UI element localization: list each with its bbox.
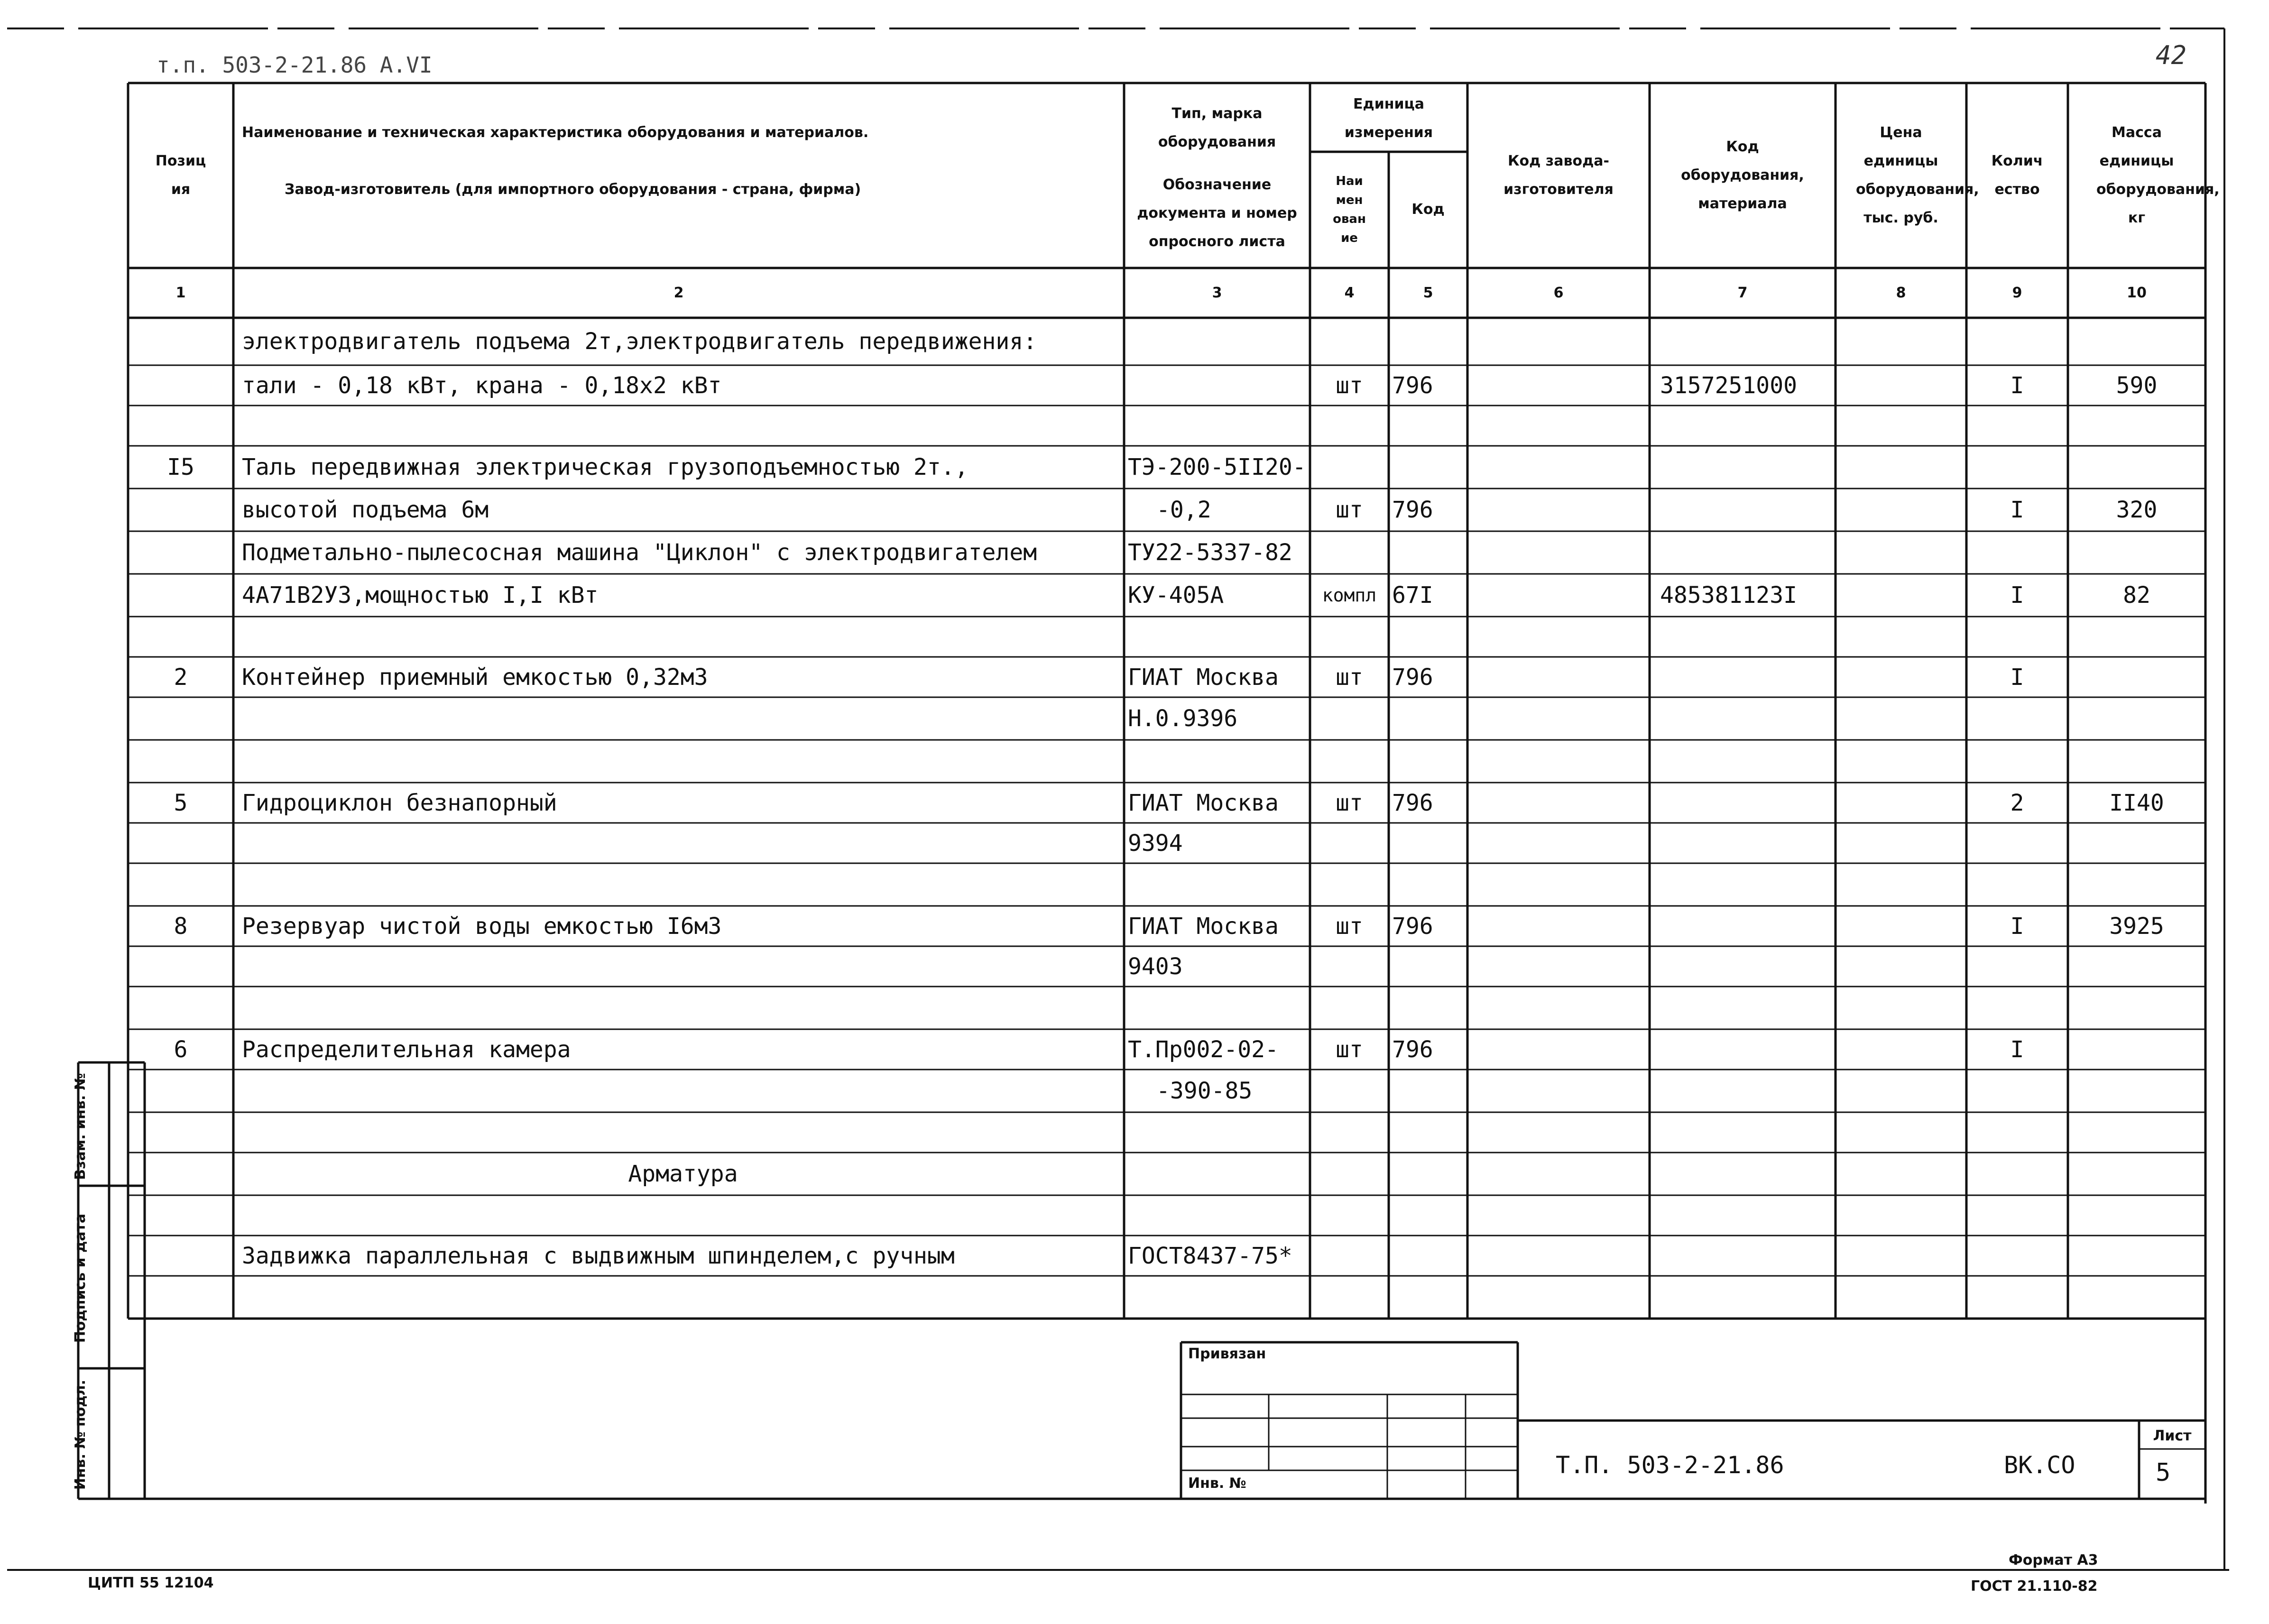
equipment-code-cell (1660, 987, 1835, 1029)
column-number-2: 2 (673, 284, 684, 301)
price-cell (1835, 987, 1966, 1029)
type-cell: Т.Пр002-02- (1128, 1036, 1279, 1063)
unit-cell: шт (1336, 1036, 1363, 1063)
unit-code-cell: 796 (1392, 1036, 1433, 1063)
factory-code-cell (1467, 1153, 1650, 1195)
price-cell (1835, 863, 1966, 906)
factory-code-cell (1467, 1112, 1650, 1153)
unit-code-cell (1392, 987, 1468, 1029)
quantity-cell (1966, 406, 2068, 446)
header-factory-code: Код завода-изготовителя (1503, 153, 1614, 198)
unit-cell: шт (1336, 497, 1363, 523)
mass-cell (2068, 987, 2205, 1029)
name-cell: Задвижка параллельная с выдвижным шпинделем,с ручным (242, 1242, 955, 1269)
equipment-code-cell (1660, 446, 1835, 489)
name-cell: Контейнер приемный емкостью 0,32м3 (242, 664, 708, 691)
type-cell (1128, 617, 1310, 657)
equipment-code-cell (1660, 1236, 1835, 1276)
price-cell (1835, 318, 1966, 365)
quantity-cell (1966, 1195, 2068, 1236)
type-cell (1128, 406, 1310, 446)
quantity-cell: I (2010, 1036, 2024, 1063)
name-cell (242, 1195, 1124, 1236)
price-cell (1835, 906, 1966, 946)
type-cell (1128, 365, 1310, 406)
price-cell (1835, 823, 1966, 863)
type-cell: ТУ22-5337-82 (1128, 539, 1292, 566)
quantity-cell: I (2010, 582, 2024, 609)
mass-cell (2068, 657, 2205, 697)
unit-cell (1310, 1236, 1389, 1276)
column-number-3: 3 (1212, 284, 1222, 301)
factory-code-cell (1467, 1070, 1650, 1112)
mass-cell (2068, 1236, 2205, 1276)
column-number-1: 1 (175, 284, 186, 301)
header-unit: Единица измерения (1344, 96, 1433, 141)
equipment-code-cell (1660, 863, 1835, 906)
unit-code-cell (1392, 863, 1468, 906)
type-cell: -390-85 (1156, 1078, 1253, 1104)
mass-cell: 320 (2116, 497, 2158, 523)
mass-cell: 3925 (2109, 913, 2164, 940)
equipment-code-cell (1660, 1070, 1835, 1112)
factory-code-cell (1467, 987, 1650, 1029)
header-quantity: Количество (1991, 153, 2043, 198)
equipment-code-cell: 485381123I (1660, 582, 1797, 609)
unit-cell: шт (1336, 789, 1363, 816)
factory-code-cell (1467, 406, 1650, 446)
column-number-10: 10 (2127, 284, 2147, 301)
equipment-code-cell (1660, 657, 1835, 697)
mass-cell (2068, 531, 2205, 574)
equipment-code-cell (1660, 318, 1835, 365)
factory-code-cell (1467, 574, 1650, 617)
factory-code-cell (1467, 318, 1650, 365)
name-cell: Таль передвижная электрическая грузоподъемностью 2т., (242, 454, 968, 480)
equipment-code-cell: 3157251000 (1660, 372, 1797, 399)
mass-cell (2068, 863, 2205, 906)
name-cell (242, 863, 1124, 906)
unit-cell: шт (1336, 372, 1363, 399)
name-cell: Резервуар чистой воды емкостью I6м3 (242, 913, 722, 940)
type-cell: ГОСТ8437-75* (1128, 1242, 1292, 1269)
position-cell (128, 823, 233, 863)
mass-cell (2068, 617, 2205, 657)
price-cell (1835, 1236, 1966, 1276)
side-label-replacement: Взам. инв. № (72, 1073, 89, 1180)
unit-cell (1310, 617, 1389, 657)
unit-cell: шт (1336, 913, 1363, 940)
quantity-cell (1966, 617, 2068, 657)
price-cell (1835, 1029, 1966, 1070)
stamp-privyazan: Привязан (1188, 1346, 1266, 1362)
type-cell: Н.0.9396 (1128, 705, 1238, 732)
position-cell (128, 946, 233, 987)
type-cell: ТЭ-200-5II20- (1128, 454, 1306, 480)
unit-code-cell (1392, 617, 1468, 657)
unit-code-cell (1392, 446, 1468, 489)
factory-code-cell (1467, 531, 1650, 574)
unit-code-cell (1392, 946, 1468, 987)
name-cell (242, 697, 1124, 740)
header-price: Цена единицы оборудования, тыс. руб. (1856, 124, 1979, 226)
factory-code-cell (1467, 617, 1650, 657)
price-cell (1835, 740, 1966, 783)
mass-cell (2068, 1112, 2205, 1153)
equipment-code-cell (1660, 1029, 1835, 1070)
name-cell (242, 1070, 1124, 1112)
position-cell: 2 (174, 664, 188, 691)
equipment-code-cell (1660, 531, 1835, 574)
factory-code-cell (1467, 446, 1650, 489)
price-cell (1835, 1153, 1966, 1195)
type-cell (1128, 863, 1310, 906)
position-cell (128, 574, 233, 617)
mass-cell (2068, 1029, 2205, 1070)
price-cell (1835, 783, 1966, 823)
unit-cell (1310, 740, 1389, 783)
unit-code-cell: 796 (1392, 789, 1433, 816)
price-cell (1835, 617, 1966, 657)
header-type: Тип, марка оборудования (1158, 105, 1276, 150)
stamp-sheet-number: 5 (2156, 1458, 2171, 1487)
name-cell: тали - 0,18 кВт, крана - 0,18х2 кВт (242, 372, 722, 399)
factory-code-cell (1467, 863, 1650, 906)
mass-cell (2068, 946, 2205, 987)
type-cell (1128, 1153, 1310, 1195)
column-number-8: 8 (1896, 284, 1906, 301)
unit-cell (1310, 1070, 1389, 1112)
equipment-code-cell (1660, 783, 1835, 823)
unit-cell (1310, 863, 1389, 906)
type-cell (1128, 1195, 1310, 1236)
name-cell (242, 406, 1124, 446)
position-cell (128, 489, 233, 531)
mass-cell (2068, 1195, 2205, 1236)
quantity-cell: 2 (2010, 789, 2024, 816)
quantity-cell: I (2010, 913, 2024, 940)
unit-cell (1310, 446, 1389, 489)
mass-cell: 82 (2123, 582, 2150, 609)
quantity-cell: I (2010, 372, 2024, 399)
unit-code-cell: 796 (1392, 497, 1433, 523)
quantity-cell: I (2010, 497, 2024, 523)
quantity-cell (1966, 697, 2068, 740)
equipment-code-cell (1660, 1112, 1835, 1153)
equipment-code-cell (1660, 946, 1835, 987)
stamp-project-code: Т.П. 503-2-21.86 (1556, 1451, 1784, 1479)
name-cell: 4А71В2У3,мощностью I,I кВт (242, 582, 599, 609)
name-cell (242, 1112, 1124, 1153)
name-cell (242, 740, 1124, 783)
unit-code-cell: 796 (1392, 664, 1433, 691)
name-cell (242, 946, 1124, 987)
unit-cell (1310, 1112, 1389, 1153)
footer-gost: ГОСТ 21.110-82 (1971, 1578, 2098, 1595)
name-cell: Распределительная камера (242, 1036, 571, 1063)
position-cell (128, 697, 233, 740)
unit-cell (1310, 531, 1389, 574)
position-cell (128, 1195, 233, 1236)
unit-cell (1310, 697, 1389, 740)
equipment-code-cell (1660, 1195, 1835, 1236)
price-cell (1835, 1070, 1966, 1112)
name-cell: высотой подъема 6м (242, 497, 489, 523)
quantity-cell (1966, 318, 2068, 365)
column-number-6: 6 (1553, 284, 1564, 301)
name-cell (242, 987, 1124, 1029)
unit-code-cell (1392, 740, 1468, 783)
type-cell (1128, 987, 1310, 1029)
mass-cell: II40 (2109, 789, 2164, 816)
stamp-sheet-label: Лист (2153, 1428, 2192, 1444)
name-cell: Арматура (628, 1161, 738, 1187)
unit-code-cell (1392, 531, 1468, 574)
unit-cell: шт (1336, 664, 1363, 691)
unit-cell (1310, 318, 1389, 365)
price-cell (1835, 1112, 1966, 1153)
side-label-signature: Подпись и дата (72, 1213, 89, 1343)
page-number: 42 (2156, 40, 2187, 70)
header-name: Наименование и техническая характеристика оборудования и материалов. (242, 124, 869, 141)
unit-code-cell: 796 (1392, 913, 1433, 940)
footer-format: Формат А3 (2009, 1552, 2098, 1569)
mass-cell (2068, 318, 2205, 365)
position-cell (128, 740, 233, 783)
equipment-code-cell (1660, 697, 1835, 740)
mass-cell (2068, 823, 2205, 863)
name-cell: Подметально-пылесосная машина "Циклон" с электродвигателем (242, 539, 1037, 566)
unit-code-cell (1392, 1070, 1468, 1112)
stamp-mark: ВК.СО (2004, 1451, 2075, 1479)
position-cell: 8 (174, 913, 188, 940)
quantity-cell (1966, 987, 2068, 1029)
equipment-code-cell (1660, 1153, 1835, 1195)
equipment-code-cell (1660, 489, 1835, 531)
price-cell (1835, 446, 1966, 489)
type-cell (1128, 1112, 1310, 1153)
unit-cell (1310, 1153, 1389, 1195)
mass-cell (2068, 1153, 2205, 1195)
unit-code-cell (1392, 1236, 1468, 1276)
position-cell (128, 617, 233, 657)
unit-code-cell (1392, 318, 1468, 365)
type-cell: 9403 (1128, 953, 1183, 980)
position-cell (128, 1153, 233, 1195)
quantity-cell (1966, 946, 2068, 987)
price-cell (1835, 406, 1966, 446)
unit-cell (1310, 823, 1389, 863)
equipment-code-cell (1660, 617, 1835, 657)
equipment-code-cell (1660, 740, 1835, 783)
name-cell: Гидроциклон безнапорный (242, 789, 557, 816)
position-cell: 5 (174, 789, 188, 816)
unit-cell (1310, 1195, 1389, 1236)
stamp-inv-no: Инв. № (1188, 1475, 1246, 1492)
price-cell (1835, 697, 1966, 740)
header-position: Позиция (155, 153, 206, 198)
factory-code-cell (1467, 365, 1650, 406)
quantity-cell (1966, 740, 2068, 783)
header-unit-code: Код (1411, 201, 1445, 218)
factory-code-cell (1467, 823, 1650, 863)
quantity-cell: I (2010, 664, 2024, 691)
position-cell (128, 406, 233, 446)
factory-code-cell (1467, 1195, 1650, 1236)
position-cell: 6 (174, 1036, 188, 1063)
quantity-cell (1966, 1236, 2068, 1276)
unit-cell (1310, 946, 1389, 987)
quantity-cell (1966, 823, 2068, 863)
type-cell: 9394 (1128, 830, 1183, 857)
price-cell (1835, 946, 1966, 987)
unit-code-cell (1392, 406, 1468, 446)
column-number-7: 7 (1737, 284, 1748, 301)
price-cell (1835, 489, 1966, 531)
header-mass: Масса единицы оборудования, кг (2096, 124, 2220, 226)
mass-cell: 590 (2116, 372, 2158, 399)
type-cell: -0,2 (1156, 497, 1211, 523)
price-cell (1835, 657, 1966, 697)
unit-code-cell (1392, 697, 1468, 740)
name-cell (242, 823, 1124, 863)
header-unit-name: Наименование (1333, 174, 1366, 245)
position-cell (128, 531, 233, 574)
unit-code-cell (1392, 823, 1468, 863)
name-cell (242, 617, 1124, 657)
document-reference: т.п. 503-2-21.86 А.VI (157, 52, 433, 78)
type-cell: ГИАТ Москва (1128, 664, 1279, 691)
factory-code-cell (1467, 489, 1650, 531)
factory-code-cell (1467, 946, 1650, 987)
mass-cell (2068, 1070, 2205, 1112)
equipment-code-cell (1660, 406, 1835, 446)
type-cell: ГИАТ Москва (1128, 789, 1279, 816)
footer-left-code: ЦИТП 55 12104 (88, 1575, 214, 1591)
type-cell: ГИАТ Москва (1128, 913, 1279, 940)
column-number-5: 5 (1423, 284, 1433, 301)
unit-code-cell (1392, 1112, 1468, 1153)
price-cell (1835, 365, 1966, 406)
price-cell (1835, 574, 1966, 617)
unit-cell: компл (1322, 585, 1377, 606)
price-cell (1835, 1195, 1966, 1236)
factory-code-cell (1467, 740, 1650, 783)
factory-code-cell (1467, 697, 1650, 740)
unit-cell (1310, 406, 1389, 446)
mass-cell (2068, 697, 2205, 740)
header-factory: Завод-изготовитель (для импортного оборудования - страна, фирма) (285, 181, 861, 198)
factory-code-cell (1467, 1029, 1650, 1070)
quantity-cell (1966, 531, 2068, 574)
column-number-4: 4 (1344, 284, 1355, 301)
column-number-9: 9 (2012, 284, 2022, 301)
header-equipment-code: Код оборудования, материала (1681, 138, 1804, 212)
type-cell (1128, 740, 1310, 783)
mass-cell (2068, 406, 2205, 446)
position-cell (128, 987, 233, 1029)
position-cell (128, 1112, 233, 1153)
unit-code-cell (1392, 1195, 1468, 1236)
side-label-inventory: Инв. № подл. (72, 1379, 89, 1490)
factory-code-cell (1467, 783, 1650, 823)
equipment-code-cell (1660, 823, 1835, 863)
price-cell (1835, 531, 1966, 574)
quantity-cell (1966, 446, 2068, 489)
position-cell (128, 318, 233, 365)
equipment-code-cell (1660, 906, 1835, 946)
unit-cell (1310, 987, 1389, 1029)
name-cell: электродвигатель подъема 2т,электродвигатель передвижения: (242, 328, 1037, 355)
position-cell (128, 365, 233, 406)
unit-code-cell: 796 (1392, 372, 1433, 399)
mass-cell (2068, 446, 2205, 489)
quantity-cell (1966, 1070, 2068, 1112)
mass-cell (2068, 740, 2205, 783)
unit-code-cell: 67I (1392, 582, 1433, 609)
quantity-cell (1966, 1153, 2068, 1195)
quantity-cell (1966, 863, 2068, 906)
factory-code-cell (1467, 1236, 1650, 1276)
type-cell: КУ-405А (1128, 582, 1224, 609)
unit-code-cell (1392, 1153, 1468, 1195)
position-cell (128, 1236, 233, 1276)
position-cell: I5 (167, 454, 194, 480)
factory-code-cell (1467, 906, 1650, 946)
type-cell (1128, 318, 1310, 365)
header-document: Обозначение документа и номер опросного листа (1137, 176, 1297, 250)
position-cell (128, 1070, 233, 1112)
quantity-cell (1966, 1112, 2068, 1153)
factory-code-cell (1467, 657, 1650, 697)
position-cell (128, 863, 233, 906)
